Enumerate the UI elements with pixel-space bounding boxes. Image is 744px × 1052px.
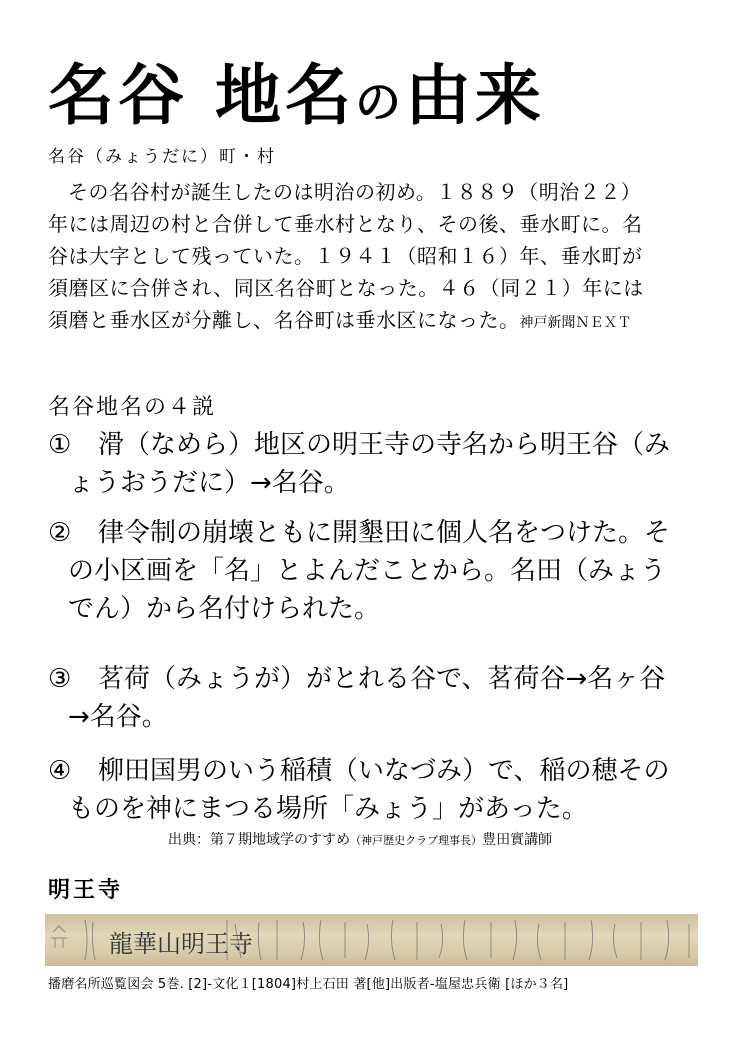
intro-source: 神戸新聞ＮＥＸＴ <box>519 315 632 331</box>
theory-number: ③ <box>48 664 72 694</box>
source-note: 出典：第７期地域学のすすめ（神戸歴史クラブ理事長）豊田實講師 <box>168 832 553 848</box>
intro-line: 年には周辺の村と合併して垂水村となり、その後、垂水町に。名 <box>48 212 643 236</box>
temple-heading: 明王寺 <box>48 878 124 903</box>
scroll-title-text: 龍華山明王寺 <box>109 930 253 958</box>
theory-item-3: ③ 茗荷（みょうが）がとれる谷で、茗荷谷→名ヶ谷 →名谷。 <box>48 660 708 736</box>
theory-item-1: ① 滑（なめら）地区の明王寺の寺名から明王谷（み ょうおうだに）→名谷。 <box>48 426 708 502</box>
intro-line: 須磨区に合併され、同区名谷町となった。４６（同２１）年には <box>48 276 644 300</box>
intro-line: 谷は大字として残っていた。１９４１（昭和１６）年、垂水町が <box>48 244 643 268</box>
page-title: 名谷 地名の由来 <box>48 57 545 134</box>
theories-heading: 名谷地名の４説 <box>48 395 217 420</box>
scroll-illustration <box>45 914 698 966</box>
theory-number: ② <box>48 518 72 548</box>
image-caption: 播磨名所巡覧図会 5巻. [2]-文化１[1804]村上石田 著[他]出版者-塩屋忠兵衛 [ほか３名] <box>48 977 569 992</box>
subtitle: 名谷（みょうだに）町・村 <box>48 147 276 167</box>
theory-number: ④ <box>48 756 72 786</box>
temple-scroll-image <box>45 914 698 966</box>
theory-number: ① <box>48 430 72 460</box>
intro-line: その名谷村が誕生したのは明治の初め。１８８９（明治２２） <box>68 180 642 204</box>
intro-paragraph <box>48 176 698 339</box>
theory-item-2: ② 律令制の崩壊ともに開墾田に個人名をつけた。そ の小区画を「名」とよんだことから。名田（みょう でん）から名付けられた。 <box>48 514 708 628</box>
theory-item-4: ④ 柳田国男のいう稲積（いなづみ）で、稲の穂その ものを神にまつる場所「みょう」があった。 <box>48 752 708 828</box>
intro-line: 須磨と垂水区が分離し、名谷町は垂水区になった。神戸新聞ＮＥＸＴ <box>48 308 632 332</box>
